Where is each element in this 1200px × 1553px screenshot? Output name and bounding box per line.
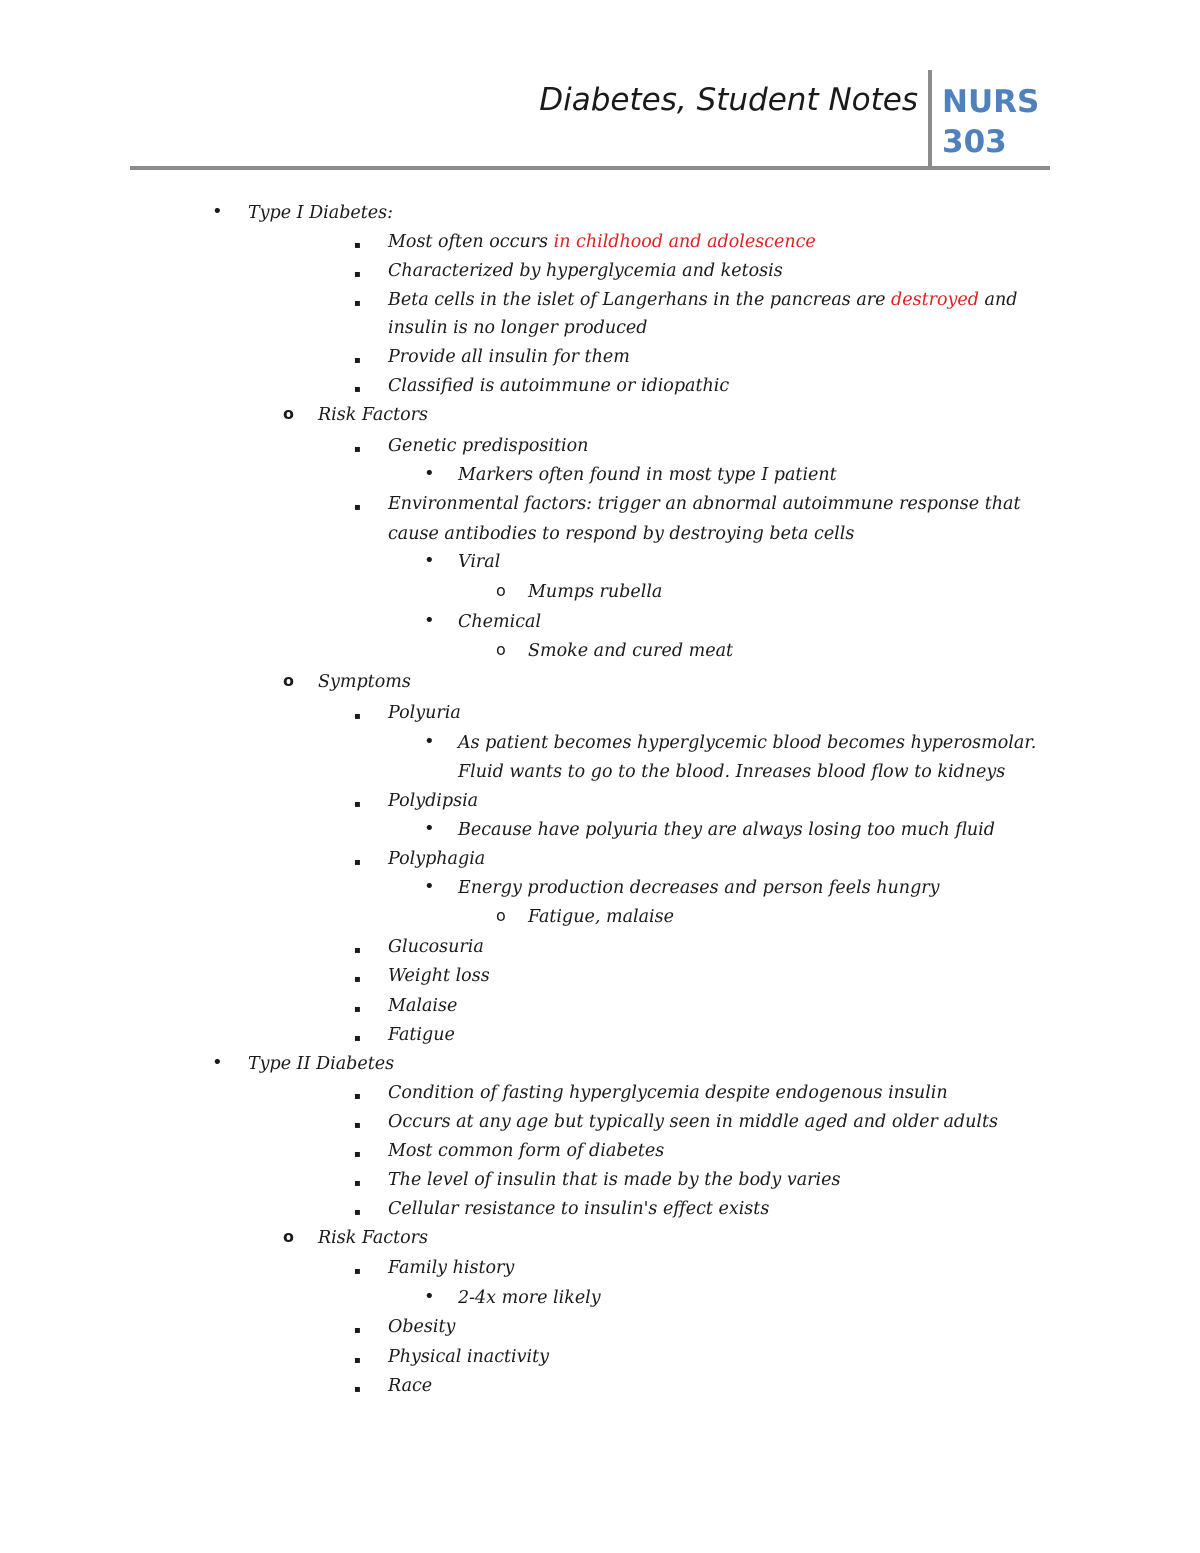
outline-text: insulin is no longer produced <box>388 318 648 338</box>
bullet-square-icon: ▪ <box>354 1033 361 1044</box>
bullet-square-icon: ▪ <box>354 974 361 985</box>
outline-line <box>354 1141 665 1161</box>
bullet-square-icon: ▪ <box>354 1325 361 1336</box>
outline-line <box>354 494 1021 514</box>
outline-line <box>424 731 1037 753</box>
outline-text: Fluid wants to go to the blood. Inreases blood flow to kidneys <box>458 762 1006 782</box>
outline-text: Because have polyuria they are always losing too much fluid <box>458 820 995 840</box>
outline-line <box>354 1258 515 1278</box>
outline-line <box>354 1376 433 1396</box>
outline-line <box>283 671 411 692</box>
outline-line <box>424 876 940 898</box>
bullet-dot-icon: • <box>424 610 435 631</box>
outline-text: Fatigue, malaise <box>528 907 674 927</box>
outline-line <box>354 703 461 723</box>
outline-line <box>354 996 458 1016</box>
outline-line <box>424 1286 601 1308</box>
outline-text: The level of insulin that is made by the body varies <box>388 1170 841 1190</box>
bullet-dot-icon: • <box>424 818 435 839</box>
outline-text: Type II Diabetes <box>248 1054 395 1074</box>
bullet-dot-icon: • <box>424 876 435 897</box>
outline-line <box>354 376 730 396</box>
bullet-dot-icon: • <box>424 463 435 484</box>
outline-line <box>496 906 674 927</box>
outline-line <box>354 849 486 869</box>
bullet-square-icon: ▪ <box>354 298 361 309</box>
outline-line <box>354 1112 998 1132</box>
outline-line <box>354 1025 455 1045</box>
outline-text: Classified is autoimmune or idiopathic <box>388 376 730 396</box>
outline-text: Smoke and cured meat <box>528 641 734 661</box>
outline-line <box>354 1170 841 1190</box>
bullet-square-icon: ▪ <box>354 1091 361 1102</box>
bullet-square-icon: ▪ <box>354 799 361 810</box>
bullet-square-icon: ▪ <box>354 1149 361 1160</box>
outline-text: Genetic predisposition <box>388 436 589 456</box>
bullet-dot-icon: • <box>212 201 223 222</box>
bullet-square-icon: ▪ <box>354 269 361 280</box>
bullet-square-icon: ▪ <box>354 384 361 395</box>
outline-line <box>496 581 663 602</box>
bullet-circle-icon: o <box>496 906 506 925</box>
outline-text: As patient becomes hyperglycemic blood becomes hyperosmolar. <box>458 733 1037 753</box>
bullet-circle-icon: o <box>496 640 506 659</box>
outline-line <box>354 261 783 281</box>
outline-text: Condition of fasting hyperglycemia despite endogenous insulin <box>388 1083 948 1103</box>
outline-text: Polydipsia <box>388 791 479 811</box>
bullet-square-icon: ▪ <box>354 857 361 868</box>
outline-text: Beta cells in the islet of Langerhans in the pancreas are <box>388 290 892 310</box>
outline-line <box>354 1347 550 1367</box>
outline-text: Obesity <box>388 1317 456 1337</box>
outline-line <box>354 232 816 252</box>
bullet-dot-icon: • <box>424 1286 435 1307</box>
outline-text: Family history <box>388 1258 515 1278</box>
outline-text: Provide all insulin for them <box>388 347 630 367</box>
outline-line <box>354 966 490 986</box>
bullet-dot-icon: • <box>424 550 435 571</box>
outline-line <box>354 347 630 367</box>
outline-text: Risk Factors <box>318 1228 429 1248</box>
bullet-square-icon: ▪ <box>354 1120 361 1131</box>
outline-text-after: and <box>978 290 1018 310</box>
outline-text: Fatigue <box>388 1025 455 1045</box>
outline-line <box>212 201 394 223</box>
bullet-square-icon: ▪ <box>354 1384 361 1395</box>
outline-line <box>283 404 429 425</box>
outline-text: Polyphagia <box>388 849 486 869</box>
bullet-circle-icon: o <box>283 404 294 423</box>
bullet-square-icon: ▪ <box>354 1004 361 1015</box>
outline-line <box>458 762 1005 782</box>
outline-text: Type I Diabetes: <box>248 203 394 223</box>
outline-text: 2-4x more likely <box>458 1288 601 1308</box>
bullet-dot-icon: • <box>424 731 435 752</box>
outline-line <box>424 610 542 632</box>
outline-text: Most often occurs <box>388 232 554 252</box>
outline-line <box>424 550 501 572</box>
bullet-square-icon: ▪ <box>354 502 361 513</box>
bullet-square-icon: ▪ <box>354 1355 361 1366</box>
course-code-line1: NURS <box>942 84 1040 120</box>
outline-line <box>388 524 854 544</box>
bullet-square-icon: ▪ <box>354 1207 361 1218</box>
outline-line <box>424 818 995 840</box>
outline-line <box>212 1052 395 1074</box>
outline-text: cause antibodies to respond by destroying beta cells <box>388 524 855 544</box>
bullet-circle-icon: o <box>283 671 294 690</box>
outline-line <box>354 1199 770 1219</box>
bullet-square-icon: ▪ <box>354 444 361 455</box>
page-title: Diabetes, Student Notes <box>539 82 918 118</box>
outline-text: Risk Factors <box>318 405 429 425</box>
outline-line <box>424 463 837 485</box>
outline-line <box>388 318 647 338</box>
outline-text: Weight loss <box>388 966 490 986</box>
bullet-square-icon: ▪ <box>354 711 361 722</box>
outline-line <box>496 640 734 661</box>
outline-text: Environmental factors: trigger an abnormal autoimmune response that <box>388 494 1021 514</box>
outline-line <box>354 1083 948 1103</box>
outline-text: Cellular resistance to insulin's effect exists <box>388 1199 770 1219</box>
bullet-circle-icon: o <box>283 1227 294 1246</box>
outline-line <box>354 1317 456 1337</box>
outline-text: Symptoms <box>318 672 411 692</box>
bullet-dot-icon: • <box>212 1052 223 1073</box>
bullet-square-icon: ▪ <box>354 1266 361 1277</box>
bullet-square-icon: ▪ <box>354 355 361 366</box>
outline-text: Energy production decreases and person feels hungry <box>458 878 940 898</box>
outline-text: Polyuria <box>388 703 461 723</box>
outline-text: Race <box>388 1376 433 1396</box>
highlighted-text: destroyed <box>891 290 979 310</box>
bullet-square-icon: ▪ <box>354 1178 361 1189</box>
outline-text: Occurs at any age but typically seen in middle aged and older adults <box>388 1112 998 1132</box>
course-code-line2: 303 <box>942 124 1007 160</box>
outline-text: Physical inactivity <box>388 1347 550 1367</box>
outline-line <box>354 937 484 957</box>
outline-text: Most common form of diabetes <box>388 1141 665 1161</box>
bullet-square-icon: ▪ <box>354 945 361 956</box>
outline-line <box>354 791 479 811</box>
outline-line <box>354 290 1018 310</box>
outline-text: Mumps rubella <box>528 582 663 602</box>
outline-line <box>354 436 589 456</box>
outline-text: Viral <box>458 552 501 572</box>
outline-text: Glucosuria <box>388 937 484 957</box>
highlighted-text: in childhood and adolescence <box>553 232 816 252</box>
outline-text: Malaise <box>388 996 458 1016</box>
outline-text: Markers often found in most type I patient <box>458 465 837 485</box>
outline-line <box>283 1227 429 1248</box>
outline-text: Chemical <box>458 612 542 632</box>
bullet-square-icon: ▪ <box>354 240 361 251</box>
bullet-circle-icon: o <box>496 581 506 600</box>
outline-text: Characterized by hyperglycemia and ketosis <box>388 261 783 281</box>
